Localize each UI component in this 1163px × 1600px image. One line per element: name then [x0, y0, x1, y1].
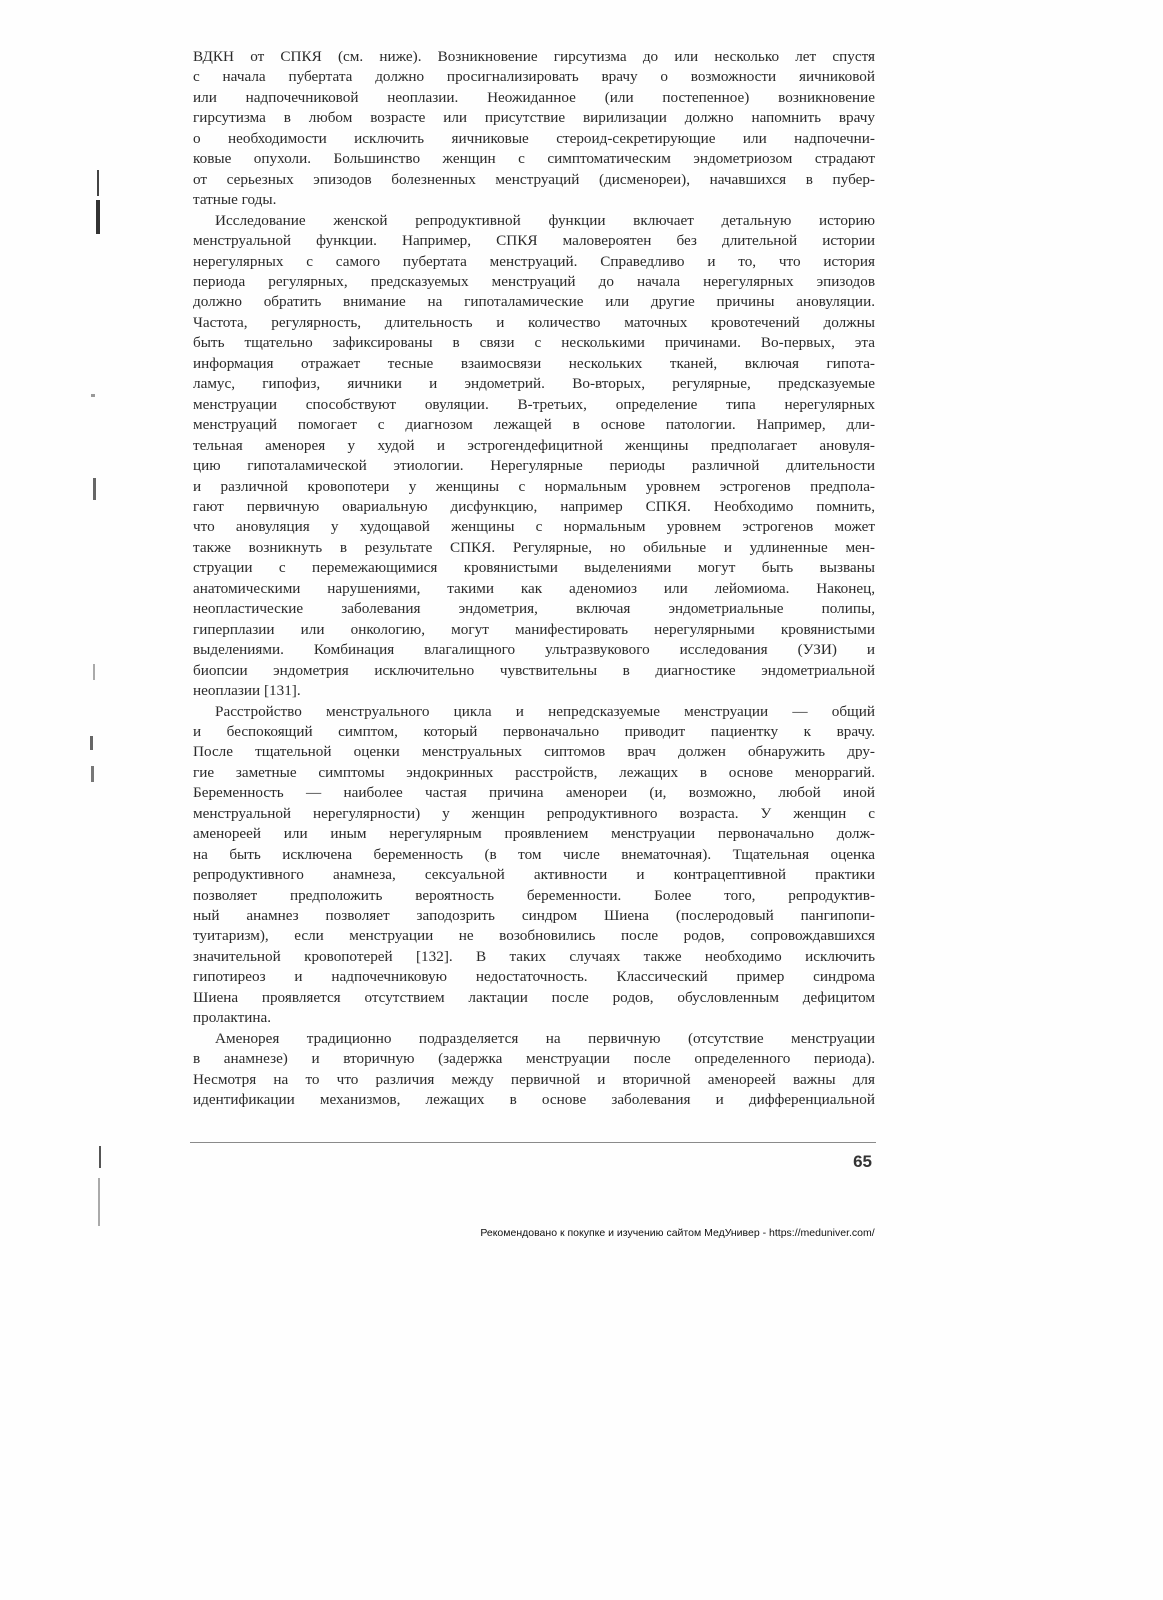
text-line: После тщательной оценки менструальных сиптомов врач должен обнаружить дру-	[193, 743, 875, 761]
text-line: о необходимости исключить яичниковые стероид-секретирующие или надпочечни-	[193, 129, 875, 147]
text-line: выделениями. Комбинация влагалищного ультразвукового исследования (УЗИ) и	[193, 641, 875, 659]
text-line: ковые опухоли. Большинство женщин с симптоматическим эндометриозом страдают	[193, 150, 875, 168]
text-line: позволяет предположить вероятность беременности. Более того, репродуктив-	[193, 886, 875, 904]
text-line: неопластические заболевания эндометрия, включая эндометриальные полипы,	[193, 600, 875, 618]
text-line: гиперплазии или онкологию, могут манифестировать нерегулярными кровянистыми	[193, 620, 875, 638]
text-line: пролактина.	[193, 1009, 272, 1027]
paragraph-1	[193, 47, 875, 211]
text-line: значительной кровопотерей [132]. В таких случаях также необходимо исключить	[193, 947, 875, 965]
paragraph-2	[193, 211, 875, 702]
text-line: и различной кровопотери у женщины с нормальным уровнем эстрогенов предпола-	[193, 477, 875, 495]
text-line: также возникнуть в результате СПКЯ. Регулярные, но обильные и удлиненные мен-	[193, 538, 875, 556]
scan-artifact	[93, 664, 95, 680]
text-line: туитаризм), если менструации не возобновились после родов, сопровождавшихся	[193, 927, 875, 945]
text-line: ный анамнез позволяет заподозрить синдром Шиена (послеродовый пангипопи-	[193, 907, 875, 925]
text-line: аменореей или иным нерегулярным проявлением менструации первоначально долж-	[193, 825, 875, 843]
scan-artifact	[98, 1178, 100, 1226]
text-line: от серьезных эпизодов болезненных менструаций (дисменореи), начавшихся в пубер-	[193, 170, 875, 188]
text-line: нерегулярных с самого пубертата менструаций. Справедливо и то, что история	[193, 252, 875, 270]
text-line: гие заметные симптомы эндокринных расстройств, лежащих в основе меноррагий.	[193, 763, 875, 781]
scan-artifact	[99, 1146, 101, 1168]
paragraph-3	[193, 702, 875, 1029]
text-line: тельная аменорея у худой и эстрогендефицитной женщины предполагает ановуля-	[193, 436, 875, 454]
text-line: менструаций помогает с диагнозом лежащей в основе патологии. Например, дли-	[193, 416, 875, 434]
text-line: Частота, регулярность, длительность и количество маточных кровотечений должны	[193, 313, 875, 331]
text-line: ВДКН от СПКЯ (см. ниже). Возникновение гирсутизма до или несколько лет спустя	[193, 48, 875, 65]
text-line: цию гипоталамической этиологии. Нерегулярные периоды различной длительности	[193, 457, 875, 475]
text-line: с начала пубертата должно просигнализировать врачу о возможности яичниковой	[193, 68, 875, 86]
text-line: в анамнезе) и вторичную (задержка менструации после определенного периода).	[193, 1050, 875, 1068]
text-line: должно обратить внимание на гипоталамические или другие причины ановуляции.	[193, 293, 875, 311]
scan-artifact	[97, 170, 99, 196]
text-line: что ановуляция у худощавой женщины с нормальным уровнем эстрогенов может	[193, 518, 875, 536]
text-line: биопсии эндометрия исключительно чувствительны в диагностике эндометриальной	[193, 661, 875, 679]
footer-rule	[190, 1142, 876, 1143]
text-line: струации с перемежающимися кровянистыми выделениями могут быть вызваны	[193, 559, 875, 577]
text-line: гирсутизма в любом возрасте или присутствие вирилизации должно напомнить врачу	[193, 109, 875, 127]
text-line: на быть исключена беременность (в том числе внематочная). Тщательная оценка	[193, 845, 875, 863]
footer-note: Рекомендовано к покупке и изучению сайтом МедУнивер - https://meduniver.com/	[480, 1227, 875, 1239]
text-line: гают первичную овариальную дисфункцию, например СПКЯ. Необходимо помнить,	[193, 497, 875, 515]
text-line: ламус, гипофиз, яичники и эндометрий. Во-вторых, регулярные, предсказуемые	[193, 375, 875, 393]
page-number: 65	[853, 1152, 872, 1171]
text-line: или надпочечниковой неоплазии. Неожиданное (или постепенное) возникновение	[193, 88, 875, 106]
paragraph-4	[193, 1029, 875, 1111]
text-line: Исследование женской репродуктивной функции включает детальную историю	[215, 211, 875, 229]
scan-artifact	[93, 478, 96, 500]
text-line: Аменорея традиционно подразделяется на первичную (отсутствие менструации	[215, 1029, 875, 1047]
text-line: менструальной функции. Например, СПКЯ маловероятен без длительной истории	[193, 232, 875, 250]
scan-artifact	[91, 766, 94, 782]
text-line: татные годы.	[193, 191, 277, 209]
body-text	[193, 47, 875, 1111]
text-line: быть тщательно зафиксированы в связи с несколькими причинами. Во-первых, эта	[193, 334, 875, 352]
text-line: Расстройство менструального цикла и непредсказуемые менструации — общий	[215, 702, 875, 720]
text-line: менструации способствуют овуляции. В-третьих, определение типа нерегулярных	[193, 395, 875, 413]
text-line: и беспокоящий симптом, который первоначально приводит пациентку к врачу.	[193, 722, 875, 740]
text-line: Шиена проявляется отсутствием лактации после родов, обусловленным дефицитом	[193, 988, 875, 1006]
text-line: Несмотря на то что различия между первичной и вторичной аменореей важны для	[193, 1070, 875, 1088]
text-line: идентификации механизмов, лежащих в основе заболевания и дифференциальной	[193, 1091, 875, 1109]
scan-artifact	[96, 200, 100, 234]
text-line: менструальной нерегулярности) у женщин репродуктивного возраста. У женщин с	[193, 804, 875, 822]
scan-artifact	[91, 394, 95, 397]
text-line: анатомическими нарушениями, такими как аденомиоз или лейомиома. Наконец,	[193, 579, 875, 597]
text-line: информация отражает тесные взаимосвязи нескольких тканей, включая гипота-	[193, 354, 875, 372]
text-line: гипотиреоз и надпочечниковую недостаточность. Классический пример синдрома	[193, 968, 875, 986]
scan-artifact	[90, 736, 93, 750]
text-line: периода регулярных, предсказуемых менструаций до начала нерегулярных эпизодов	[193, 272, 875, 290]
text-line: Беременность — наиболее частая причина аменореи (и, возможно, любой иной	[193, 784, 875, 802]
text-line: неоплазии [131].	[193, 682, 301, 700]
text-line: репродуктивного анамнеза, сексуальной активности и контрацептивной практики	[193, 866, 875, 884]
